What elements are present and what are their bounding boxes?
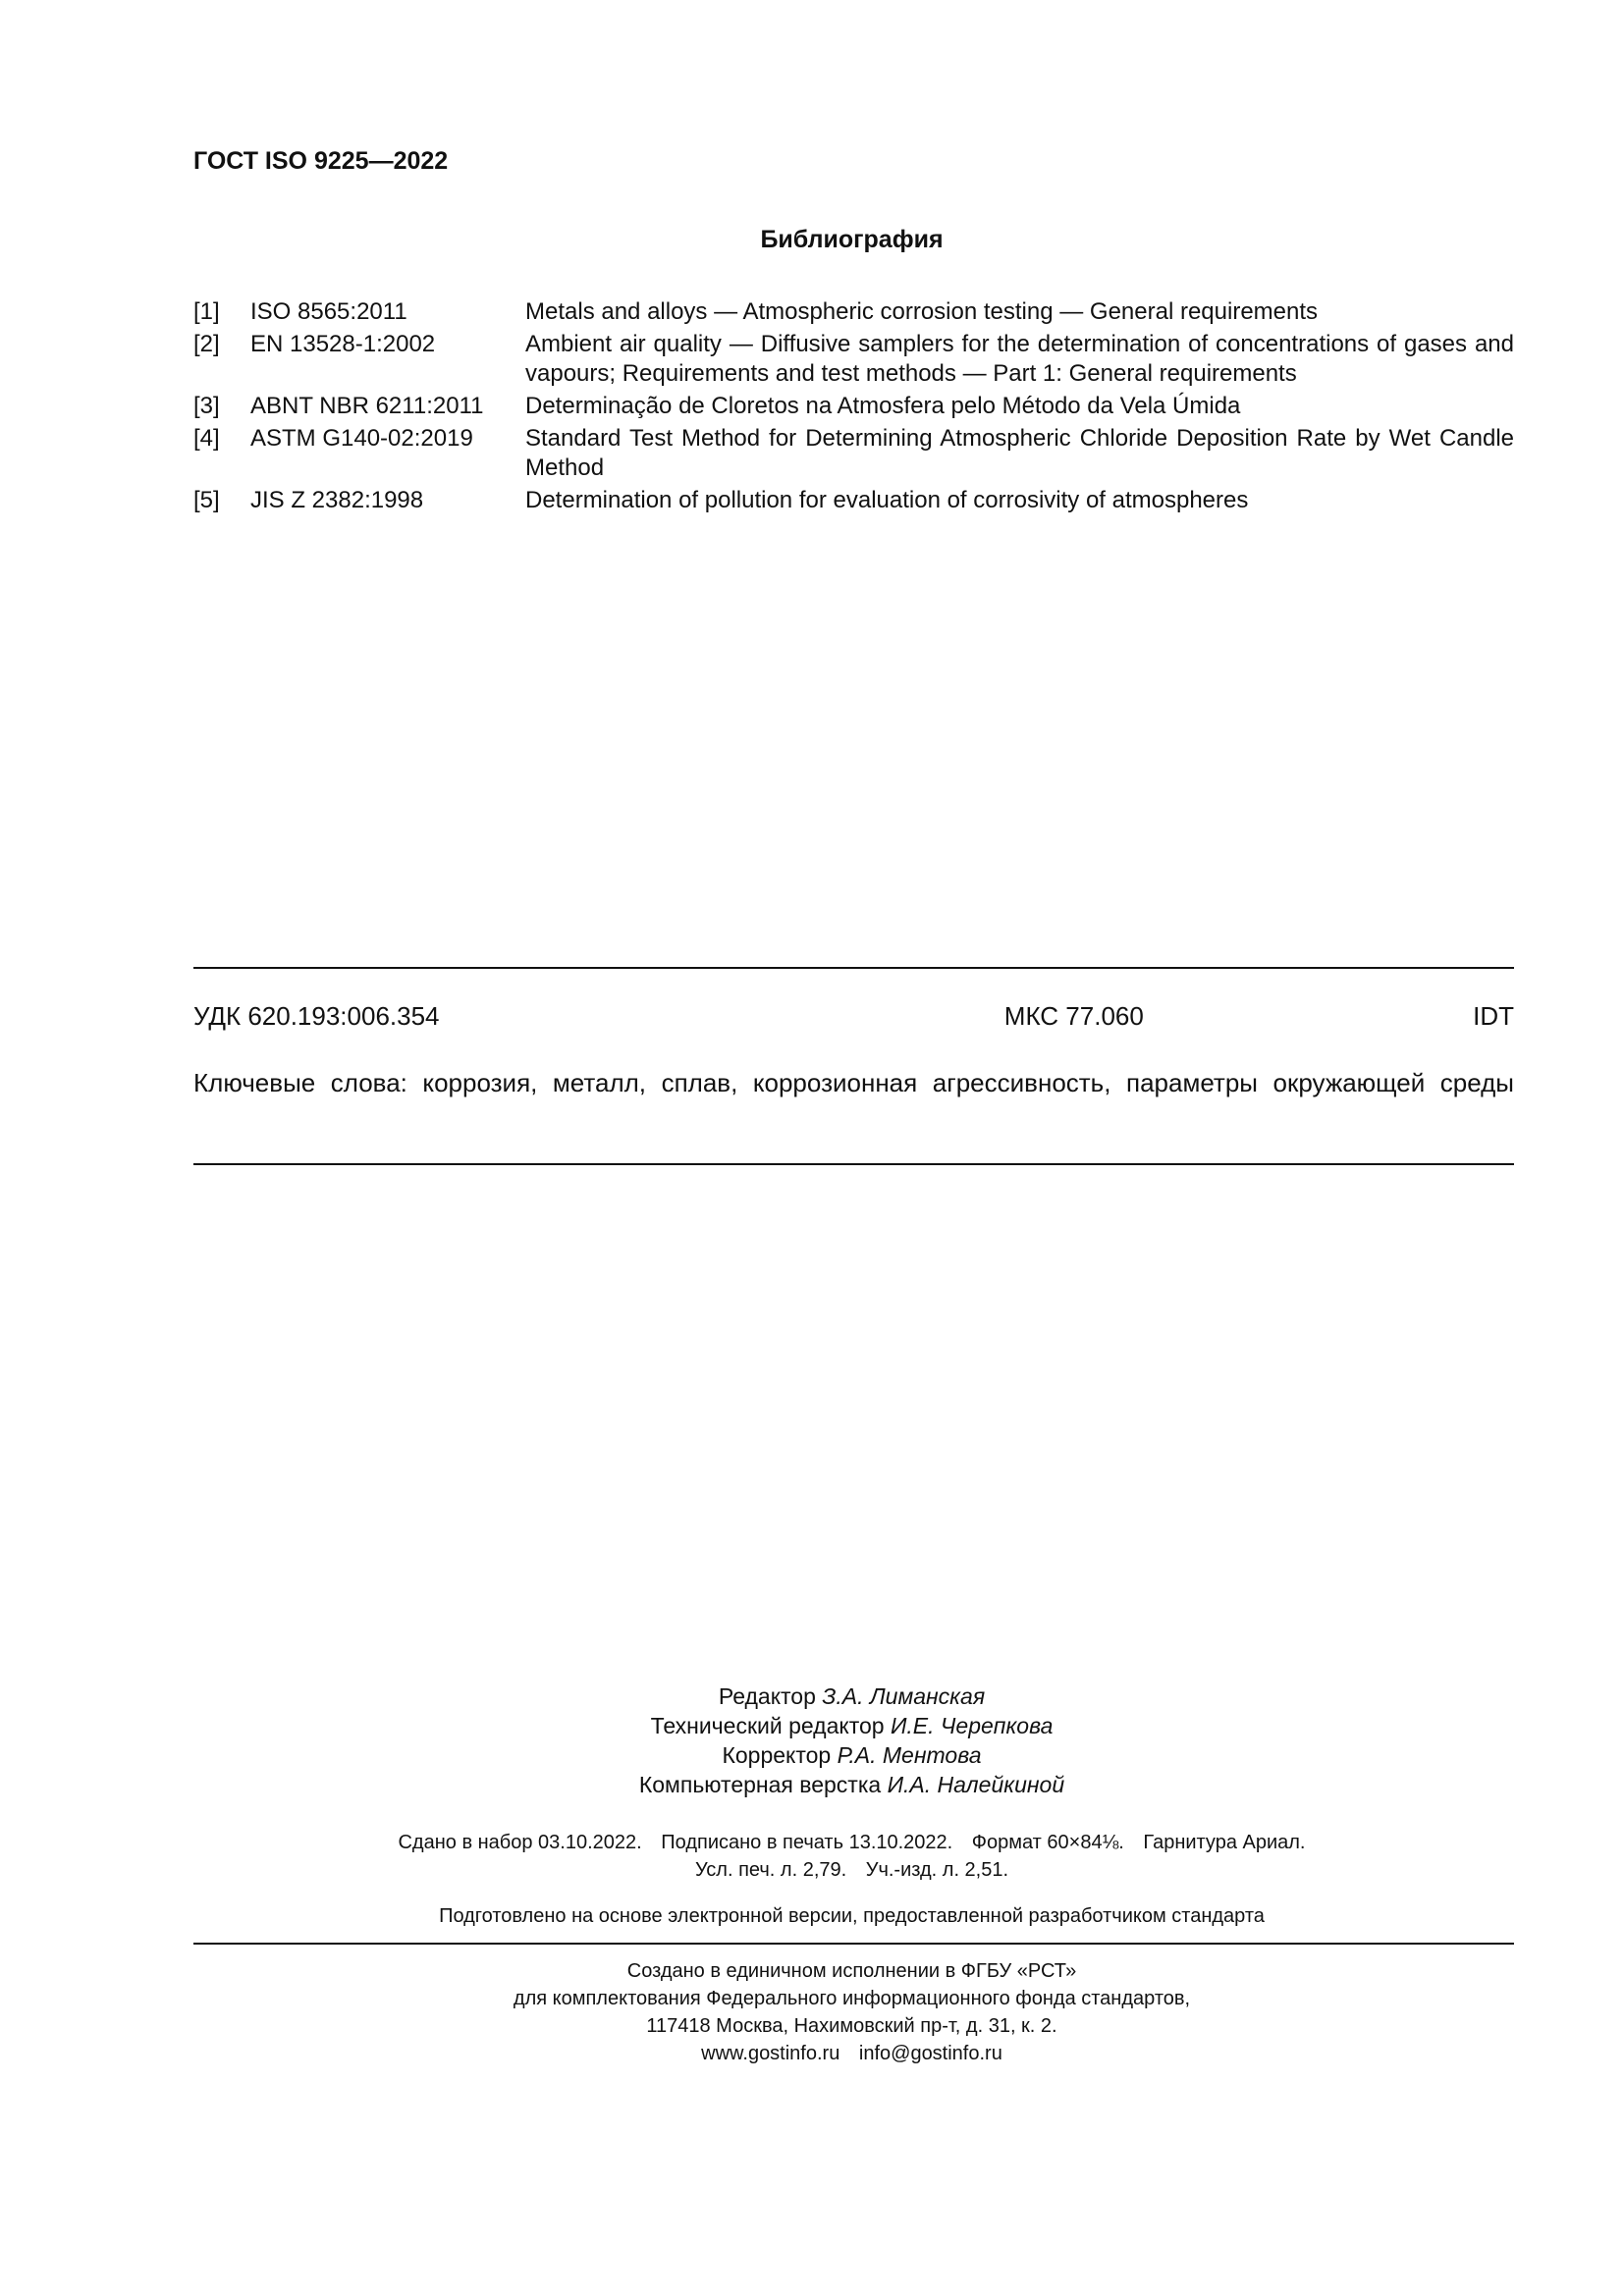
bibliography-item-title: Metals and alloys — Atmospheric corrosion testing — General requirements xyxy=(525,298,1319,325)
footer-line: Создано в единичном исполнении в ФГБУ «РСТ» xyxy=(626,1960,1077,1982)
bibliography-item-title: Determination of pollution for evaluation of corrosivity of atmospheres xyxy=(525,487,1249,513)
bibliography-number: [5] xyxy=(193,487,220,513)
bibliography-item xyxy=(193,297,1514,327)
printed-sheets: Усл. печ. л. 2,79. xyxy=(694,1859,847,1881)
classification-row xyxy=(193,1001,1514,1032)
credit-name: И.Е. Черепкова xyxy=(890,1713,1054,1738)
print-info xyxy=(0,1829,1624,1884)
bibliography-item-title: Ambient air quality — Diffusive samplers for the determination of concentrations of gases and vapours; Requirements and test methods — Part 1: General requirements xyxy=(525,331,1514,387)
idt-marker: IDT xyxy=(1473,1001,1514,1031)
credit-line xyxy=(0,1770,1624,1799)
email-link[interactable]: info@gostinfo.ru xyxy=(858,2043,1002,2064)
footer-address: 117418 Москва, Нахимовский пр-т, д. 31, к. 2. xyxy=(646,2015,1057,2037)
prepared-note: Подготовлено на основе электронной версии, предоставленной разработчиком стандарта xyxy=(439,1905,1265,1927)
bibliography-item xyxy=(193,330,1514,389)
signed-date: Подписано в печать 13.10.2022. xyxy=(661,1832,953,1853)
credit-role: Технический редактор xyxy=(650,1713,885,1738)
divider-footer xyxy=(193,1943,1514,1945)
credit-line xyxy=(0,1711,1624,1740)
footer-line: для комплектования Федерального информационного фонда стандартов, xyxy=(513,1988,1191,2009)
credit-name: З.А. Лиманская xyxy=(822,1683,986,1709)
credit-role: Компьютерная верстка xyxy=(638,1772,882,1797)
bibliography-number: [3] xyxy=(193,393,220,419)
credit-line xyxy=(0,1682,1624,1711)
credit-name: И.А. Налейкиной xyxy=(887,1772,1065,1797)
divider-bottom xyxy=(193,1163,1514,1165)
mks-code: МКС 77.060 xyxy=(1003,1001,1144,1031)
divider-top xyxy=(193,967,1514,969)
bibliography-number: [2] xyxy=(193,331,220,357)
bibliography-item xyxy=(193,486,1514,515)
credit-name: Р.А. Ментова xyxy=(837,1742,982,1768)
document-code: ГОСТ ISO 9225—2022 xyxy=(193,147,449,175)
credit-line xyxy=(0,1740,1624,1770)
publisher-footer xyxy=(0,1957,1624,2067)
bibliography-item xyxy=(193,392,1514,421)
paper-format: Формат 60×84⅛. xyxy=(971,1832,1124,1853)
typeface: Гарнитура Ариал. xyxy=(1143,1832,1306,1853)
udk-code: УДК 620.193:006.354 xyxy=(193,1001,440,1031)
website-link[interactable]: www.gostinfo.ru xyxy=(701,2043,840,2064)
bibliography-title: Библиография xyxy=(760,226,944,253)
keywords: Ключевые слова: коррозия, металл, сплав, коррозионная агрессивность, параметры окружающей среды xyxy=(193,1068,1514,1097)
submitted-date: Сдано в набор 03.10.2022. xyxy=(398,1832,642,1853)
bibliography-number: [4] xyxy=(193,425,220,452)
bibliography-list xyxy=(193,297,1514,518)
credit-role: Корректор xyxy=(722,1742,832,1768)
edition-sheets: Уч.-изд. л. 2,51. xyxy=(865,1859,1009,1881)
bibliography-code: ISO 8565:2011 xyxy=(250,298,407,325)
bibliography-code: ASTM G140-02:2019 xyxy=(250,425,473,452)
credit-role: Редактор xyxy=(718,1683,816,1709)
bibliography-number: [1] xyxy=(193,298,220,325)
bibliography-item-title: Standard Test Method for Determining Atmospheric Chloride Deposition Rate by Wet Candle Method xyxy=(525,425,1514,481)
bibliography-item xyxy=(193,424,1514,483)
bibliography-code: EN 13528-1:2002 xyxy=(250,331,436,357)
bibliography-item-title: Determinação de Cloretos na Atmosfera pelo Método da Vela Úmida xyxy=(525,393,1241,419)
bibliography-code: JIS Z 2382:1998 xyxy=(250,487,424,513)
bibliography-code: ABNT NBR 6211:2011 xyxy=(250,393,484,419)
credits-block xyxy=(0,1682,1624,1799)
